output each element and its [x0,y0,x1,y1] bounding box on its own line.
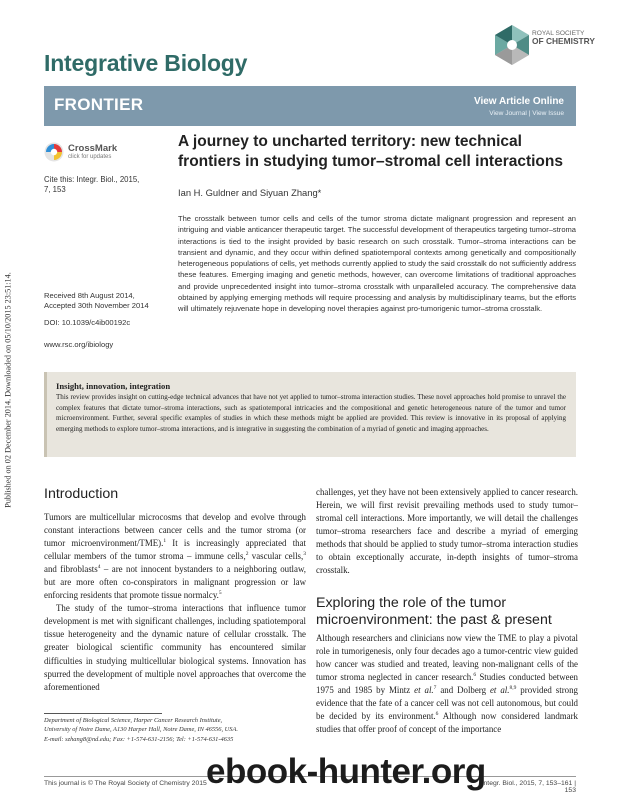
article-type-label: FRONTIER [54,95,144,114]
affiliation-divider [44,713,162,714]
view-journal-issue-links[interactable]: View Journal | View Issue [489,110,564,117]
rsc-line1: ROYAL SOCIETY [532,30,585,37]
footer-citation: Integr. Biol., 2015, 7, 153–161 | 153 [481,780,576,794]
citation [44,175,164,195]
article-authors: Ian H. Guldner and Siyuan Zhang* [178,187,322,198]
view-article-online-link[interactable]: View Article Online [473,96,564,107]
affiliation-line1: Department of Biological Science, Harper Cancer Research Institute, [44,717,223,724]
rsc-line2: OF CHEMISTRY [532,35,595,46]
received-date: Received 8th August 2014, [44,291,135,300]
abstract: The crosstalk between tumor cells and cells of the tumor stroma dictate malignant progression and represent an intriguing and viable anticancer therapeutic target. The successful development of therapeutics targeting tumor–stroma interactions is tied to the insight provided by basic research on such crosstalk. Tumor–stroma interactions can be transient and dynamic, and they occur within defined spatiotemporal contexts among genetically and compositionally heterogeneous populations of cells, yet methods currently applied to study the said crosstalk do not sufficiently address these features. Emerging imaging and genetic methods, however, can overcome limitations of traditional approaches and provide unprecedented insight into tumor–stroma crosstalk with unparalleled accuracy. The comprehensive data obtained by applying emerging methods will require processing and analysis by multidisciplinary teams, but the efforts will ultimately rejuvenate hope in developing novel therapies against pro-tumorigenic tumor–stroma crosstalk. [178,214,576,313]
intro-paragraph-2: The study of the tumor–stroma interactions that influence tumor development is met with significant challenges, including spatiotemporal tissue heterogeneity and the dynamic nature of cellular crosstalk. The greater biological scientific community has encountered similar difficulties in studying multicellular biological systems. Innovation has spurred the development of multiple novel approaches that overcome the aforementioned [44,603,306,692]
journal-website-link[interactable]: www.rsc.org/ibiology [44,340,114,349]
article-title: A journey to uncharted territory: new technical frontiers in studying tumor–stromal cell interactions [178,133,563,170]
crossmark-label[interactable]: CrossMark [68,143,118,154]
affiliation-line2: University of Notre Dame, A130 Harper Hall, Notre Dame, IN 46556, USA. [44,726,238,734]
doi[interactable]: DOI: 10.1039/c4ib00192c [44,318,131,327]
citation-line1: Cite this: Integr. Biol., 2015, [44,175,140,184]
right-column-top [316,486,578,577]
journal-title: Integrative Biology [44,50,248,76]
crossmark-sub[interactable]: click for updates [68,154,112,160]
footer-copyright: This journal is © The Royal Society of Chemistry 2015 [44,780,207,787]
right-paragraph-2: Although researchers and clinicians now view the TME to play a pivotal role in tumorigenesis, only four decades ago a tumor-centric view guided how cancer was studied and treated, leaving non-malignant cells of the tumor stroma neglected in cancer research.$^6$ Studies conducted between 1975 and 1985 by Mintz et al.$^7$ and Dolberg et al.$^{8,9}$ provided strong evidence that the fate of a cancer cell was not cell autonomous, but could be decided by its environment.$^6$ Although now considered landmark studies that offer proof of concept of the importance [316,633,578,735]
watermark: ebook-hunter.org [206,752,486,791]
affiliation-line3: E-mail: szhang8@nd.edu; Fax: +1-574-631-2156; Tel: +1-574-631-4635 [44,735,234,743]
section-heading-introduction: Introduction [44,486,119,502]
crossmark-icon[interactable] [44,142,64,162]
intro-paragraph-1: Tumors are multicellular microcosms that develop and evolve through constant interactions between cancer cells and the tumor stroma (or tumor microenvironment/TME).$^1$ It is increasingly appreciated that cellular members of the tumor stroma – immune cells,$^2$ vascular cells,$^3$ and fibroblasts$^4$ – are not innocent bystanders to a neighboring outlaw, but are more often co-conspirators in malignant progression or law enforcing residents that promote tissue normalcy.$^5$ [44,512,307,601]
intro-left-column [44,511,306,694]
insight-title: Insight, innovation, integration [56,381,171,391]
right-paragraph-1: challenges, yet they have not been extensively applied to cancer research. Herein, we will first revisit prevailing methods used to study tumor–stromal cell interactions. More importantly, we will detail the challenges tumor–stroma researchers face and describe a myriad of emerging methods that should be applied to study tumor–stroma interaction studies to obtain exceptionally accurate, in-depth insights of tumor–stroma crosstalk. [316,487,578,576]
section-heading-tme: Exploring the role of the tumor microenvironment: the past & present [316,595,552,628]
affiliation [44,716,306,744]
accepted-date: Accepted 30th November 2014 [44,301,149,310]
rsc-logo-text [532,30,595,47]
dates [44,291,168,311]
citation-line2: 7, 153 [44,185,66,194]
right-column-bottom [316,632,578,736]
download-side-note: Published on 02 December 2014. Downloaded on 05/10/2015 23:51:14. [3,272,13,508]
insight-body: This review provides insight on cutting-edge technical advances that have not yet applied to tumor–stroma interaction studies. These novel approaches hold promise to unravel the complex features that dictate tumor–stroma interactions, such as spatiotemporal intricacies and the compositional and genetic heterogeneous nature of the tumor and tumor microenvironment. Further, several specific examples of studies in which these methods might be applied are provided. This review is innovative in its proposal of applying emerging methods to explore tumor–stroma interactions, and is integrative in suggesting the combination of a myriad of genetic and imaging approaches. [56,393,566,433]
